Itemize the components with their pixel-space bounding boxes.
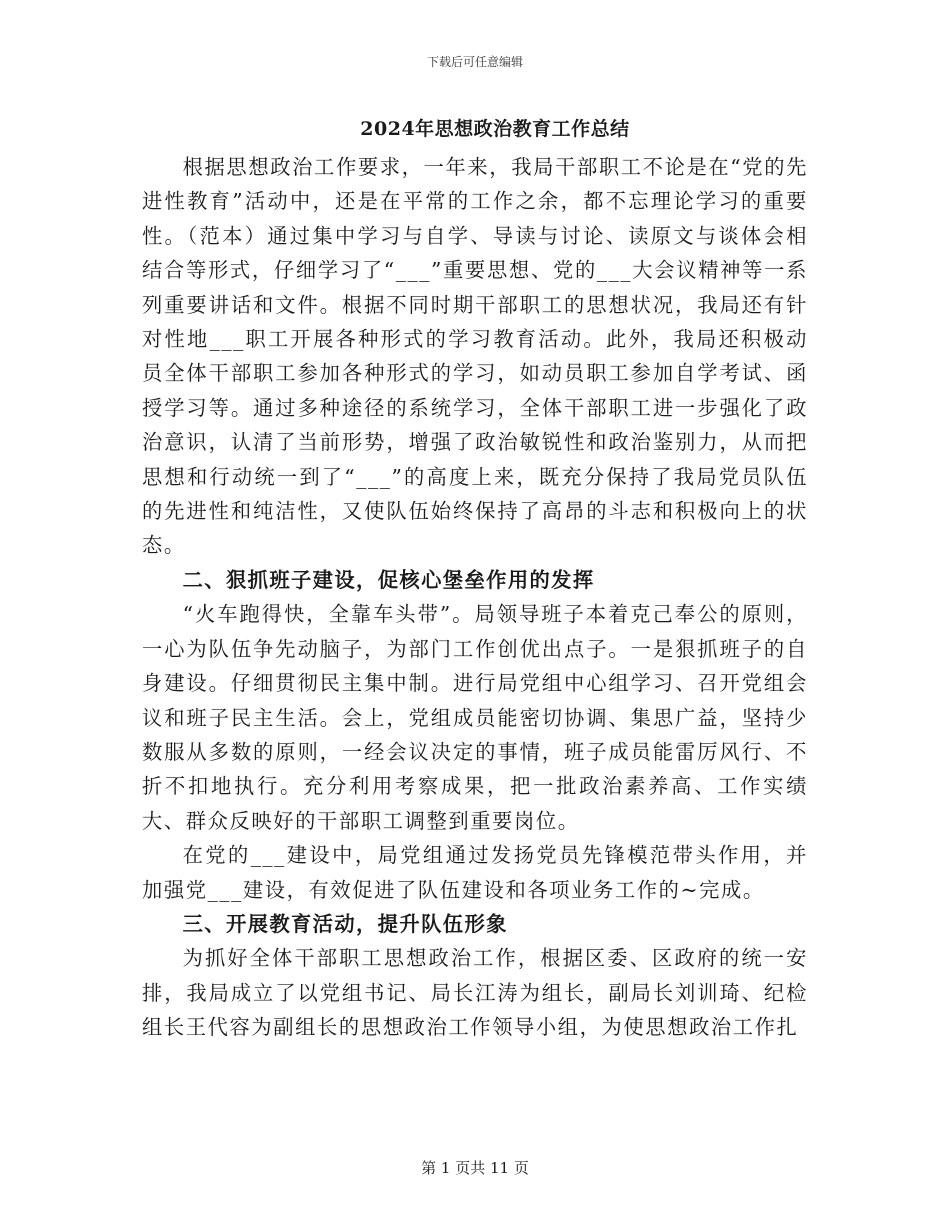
paragraph-education: 为抓好全体干部职工思想政治工作，根据区委、区政府的统一安排，我局成立了以党组书记、局长江涛为组长，副局长刘训琦、纪检组长王代容为副组长的思想政治工作领导小组，为使思想政治工作扎 — [142, 946, 808, 1040]
page-footer-number: 第 1 页共 11 页 — [421, 1159, 529, 1177]
paragraph-party-building: 在党的___建设中，局党组通过发扬党员先锋模范带头作用，并加强党___建设，有效促进了队伍建设和各项业务工作的~完成。 — [142, 843, 808, 902]
paragraph-intro: 根据思想政治工作要求，一年来，我局干部职工不论是在“党的先进性教育”活动中，还是在平常的工作之余，都不忘理论学习的重要性。（范本）通过集中学习与自学、导读与讨论、读原文与谈体会相结合等形式，仔细学习了“___”重要思想、党的___大会议精神等一系列重要讲话和文件。根据不同时期干部职工的思想状况，我局还有针对性地___职工开展各种形式的学习教育活动。此外，我局还积极动员全体干部职工参加各种形式的学习，如动员职工参加自学考试、函授学习等。通过多种途径的系统学习，全体干部职工进一步强化了政治意识，认清了当前形势，增强了政治敏锐性和政治鉴别力，从而把思想和行动统一到了“___”的高度上来，既充分保持了我局党员队伍的先进性和纯洁性，又使队伍始终保持了高昂的斗志和积极向上的状态。 — [142, 155, 808, 558]
document-body — [142, 150, 808, 1045]
document-title: 2024年思想政治教育工作总结 — [360, 118, 630, 140]
section-heading-2: 二、狠抓班子建设，促核心堡垒作用的发挥 — [182, 567, 595, 592]
page-header-note: 下载后可任意编辑 — [426, 55, 523, 69]
section-heading-3: 三、开展教育活动，提升队伍形象 — [182, 911, 508, 936]
paragraph-leadership: “火车跑得快，全靠车头带”。局领导班子本着克己奉公的原则，一心为队伍争先动脑子，为部门工作创优出点子。一是狠抓班子的自身建设。仔细贯彻民主集中制。进行局党组中心组学习、召开党组会议和班子民主生活。会上，党组成员能密切协调、集思广益，坚持少数服从多数的原则，一经会议决定的事情，班子成员能雷厉风行、不折不扣地执行。充分利用考察成果，把一批政治素养高、工作实绩大、群众反映好的干部职工调整到重要岗位。 — [142, 602, 808, 833]
